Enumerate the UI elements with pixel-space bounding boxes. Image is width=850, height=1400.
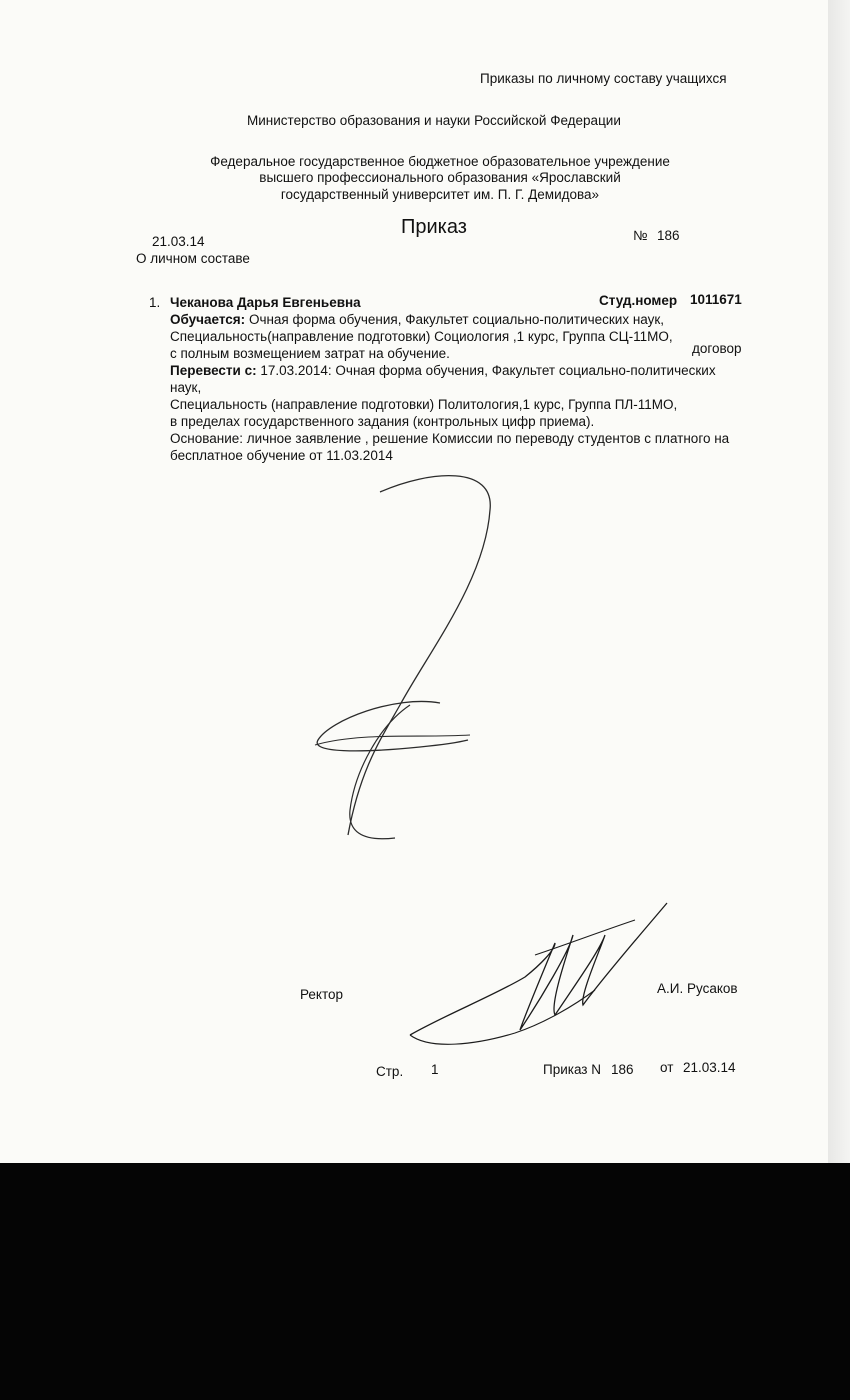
studies-line-2: Специальность(направление подготовки) Социология ,1 курс, Группа СЦ-11МО,	[170, 329, 673, 344]
rector-signature	[405, 895, 675, 1055]
signatory-position: Ректор	[300, 987, 344, 1002]
order-subject: О личном составе	[136, 251, 250, 266]
signatory-name: А.И. Русаков	[657, 981, 738, 996]
institution-line-1: Федеральное государственное бюджетное образовательное учреждение	[210, 154, 670, 169]
footer-order-number: 186	[611, 1062, 634, 1077]
transfer-label: Перевести с:	[170, 363, 257, 378]
contract-label: договор	[692, 341, 742, 356]
doc-type-label: Приказы по личному составу учащихся	[480, 71, 727, 86]
footer-page-number: 1	[431, 1062, 439, 1077]
order-title: Приказ	[401, 216, 467, 238]
transfer-line-4: в пределах государственного задания (контрольных цифр приема).	[170, 414, 595, 429]
transfer-line-1: 17.03.2014: Очная форма обучения, Факультет социально-политических	[260, 363, 716, 378]
studies-line-1: Очная форма обучения, Факультет социально-политических наук,	[248, 312, 665, 327]
footer-page-label: Стр.	[376, 1064, 404, 1079]
order-item-body	[170, 311, 770, 464]
student-name: Чеканова Дарья Евгеньевна	[170, 295, 361, 310]
footer-date: 21.03.14	[683, 1060, 736, 1075]
order-number: 186	[657, 228, 680, 243]
ministry-line: Министерство образования и науки Российской Федерации	[247, 113, 621, 128]
order-number-sign: №	[633, 228, 648, 243]
institution-line-3: государственный университет им. П. Г. Демидова»	[280, 187, 600, 202]
stud-number: 1011671	[690, 292, 742, 307]
footer-from-label: от	[660, 1060, 674, 1075]
basis-line-1: Основание: личное заявление , решение Комиссии по переводу студентов с платного на	[170, 431, 730, 446]
scan-edge	[828, 0, 850, 1163]
footer-order-label: Приказ N	[543, 1062, 602, 1077]
studies-line-3: с полным возмещением затрат на обучение.	[170, 346, 450, 361]
order-date: 21.03.14	[152, 234, 205, 249]
transfer-line-3: Специальность (направление подготовки) Политология,1 курс, Группа ПЛ-11МО,	[170, 397, 678, 412]
handwritten-mark	[300, 470, 520, 850]
institution-line-2: высшего профессионального образования «Ярославский	[259, 170, 621, 185]
item-index: 1.	[149, 295, 161, 310]
stud-number-label: Студ.номер	[599, 293, 678, 308]
basis-line-2: бесплатное обучение от 11.03.2014	[170, 448, 393, 463]
studies-label: Обучается:	[170, 312, 246, 327]
transfer-line-2: наук,	[170, 380, 202, 395]
